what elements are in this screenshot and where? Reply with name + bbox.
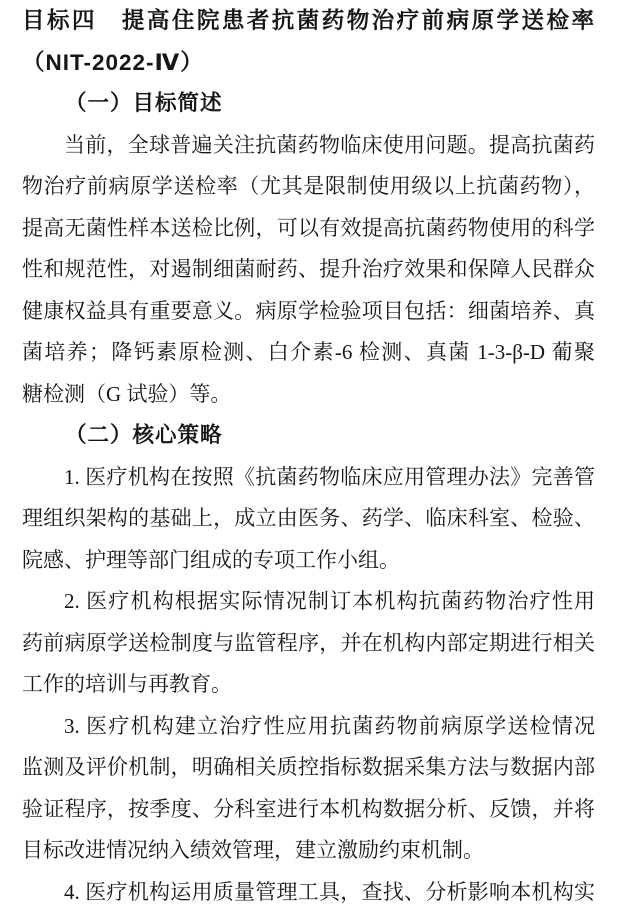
paragraph-line: 健康权益具有重要意义。病原学检验项目包括：细菌培养、真: [22, 298, 595, 323]
paragraph-line: 菌培养；降钙素原检测、白介素-6 检测、真菌 1-3-β-D 葡聚: [22, 340, 595, 364]
paragraph-line: 4. 医疗机构运用质量管理工具，查找、分析影响本机构实: [64, 879, 595, 904]
section-heading: （二）核心策略: [65, 423, 223, 447]
title-line: （NIT-2022-Ⅳ）: [22, 49, 204, 75]
paragraph-line: 监测及评价机制，明确相关质控指标数据采集方法与数据内部: [22, 755, 595, 779]
paragraph-line: 当前，全球普遍关注抗菌药物临床使用问题。提高抗菌药: [64, 132, 595, 157]
paragraph-line: 1. 医疗机构在按照《抗菌药物临床应用管理办法》完善管: [64, 464, 595, 489]
paragraph-line: 3. 医疗机构建立治疗性应用抗菌药物前病原学送检情况: [64, 713, 595, 738]
paragraph-line: 提高无菌性样本送检比例，可以有效提高抗菌药物使用的科学: [22, 215, 595, 240]
paragraph-line: 物治疗前病原学送检率（尤其是限制使用级以上抗菌药物），: [22, 174, 595, 198]
paragraph-line: 理组织架构的基础上，成立由医务、药学、临床科室、检验、: [22, 506, 595, 530]
paragraph-line: 目标改进情况纳入绩效管理，建立激励约束机制。: [22, 838, 484, 862]
paragraph-line: 2. 医疗机构根据实际情况制订本机构抗菌药物治疗性用: [64, 589, 595, 613]
paragraph-line: 院感、护理等部门组成的专项工作小组。: [22, 547, 400, 572]
paragraph-line: 性和规范性，对遏制细菌耐药、提升治疗效果和保障人民群众: [22, 257, 595, 281]
paragraph-line: 糖检测（G 试验）等。: [22, 381, 232, 406]
paragraph-line: 验证程序，按季度、分科室进行本机构数据分析、反馈，并将: [22, 796, 595, 821]
paragraph-line: 药前病原学送检制度与监管程序，并在机构内部定期进行相关: [22, 630, 595, 655]
paragraph-line: 工作的培训与再教育。: [22, 672, 232, 696]
section-heading: （一）目标简述: [65, 91, 223, 115]
title-line: 目标四 提高住院患者抗菌药物治疗前病原学送检率: [22, 8, 595, 33]
